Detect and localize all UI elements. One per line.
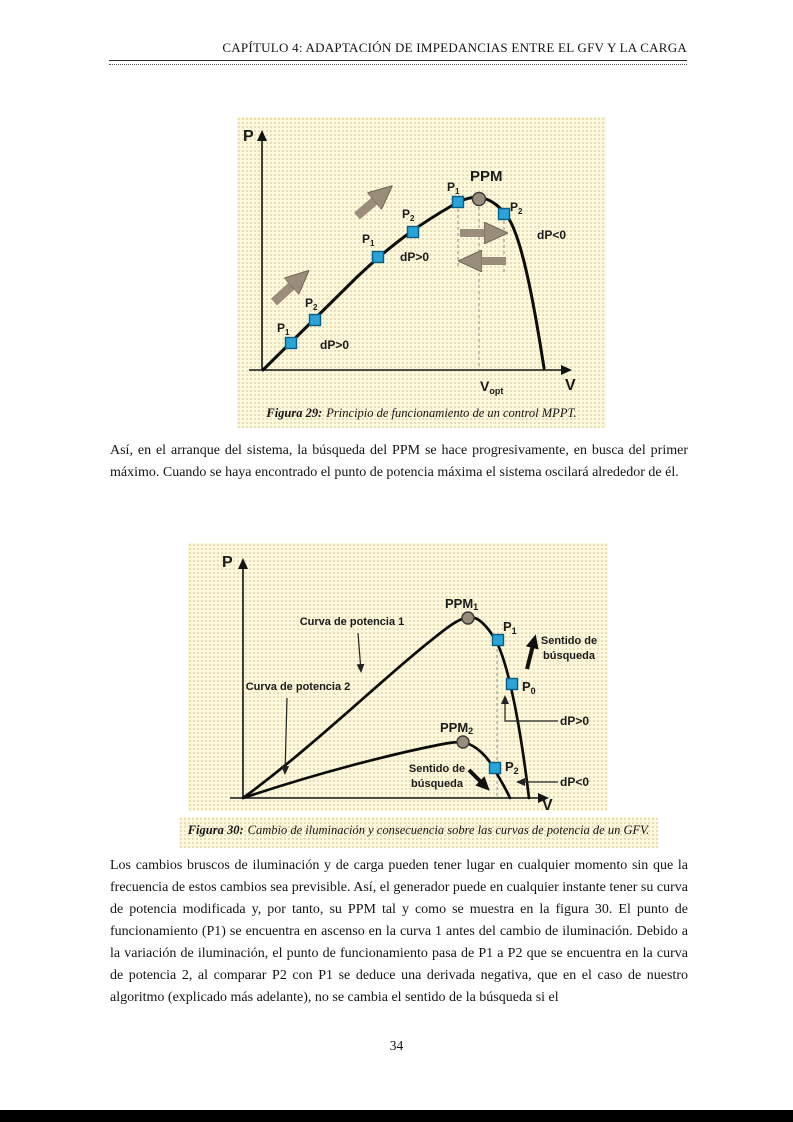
fig29-vopt-label: $V_{opt}$: [480, 378, 504, 396]
fig30-power-curve-1: [243, 617, 529, 798]
figure-29-caption-label: Figura 29:: [266, 406, 323, 420]
fig30-p1-label: $P_1$: [503, 619, 517, 636]
fig30-sentido-right: [541, 635, 597, 662]
fig29-dp-neg-label: dP<0: [537, 228, 567, 242]
fig29-point-label-p2b: $P_2$: [402, 207, 415, 223]
chapter-header: CAPÍTULO 4: ADAPTACIÓN DE IMPEDANCIAS ENTRE EL GFV Y LA CARGA: [222, 40, 687, 55]
fig29-search-arrows: [274, 198, 506, 302]
fig30-ppm1-point: [462, 612, 474, 624]
figure-29-plot: [237, 117, 606, 400]
svg-text:Sentido de: Sentido de: [540, 635, 598, 647]
fig30-dp-neg-label: dP<0: [560, 775, 590, 789]
fig29-dp-pos-label-a: dP>0: [320, 338, 350, 352]
fig30-ppm2-label: PPM2: [440, 720, 474, 736]
fig30-dp-pos-label: dP>0: [560, 714, 590, 728]
fig29-point-label-p1c: $P_1$: [447, 180, 460, 196]
fig29-point-label-p2c: $P_2$: [510, 200, 523, 216]
paragraph-1: Así, en el arranque del sistema, la búsqueda del PPM se hace progresivamente, en busca del primer máximo. Cuando se haya encontrado el punto de potencia máxima el sistema oscilará alrededor de él.: [110, 443, 688, 480]
header-rule-dotted: [109, 64, 687, 65]
fig30-p2-label: $P_2$: [505, 759, 519, 776]
fig30-ppm2-point: [457, 736, 469, 748]
svg-text:búsqueda: búsqueda: [543, 650, 595, 662]
fig30-p-axis-label: P: [222, 554, 233, 571]
fig30-curve2-label: Curva de potencia 2: [245, 681, 351, 693]
fig29-ppm-label: PPM: [470, 168, 503, 185]
fig29-point-label-p1b: $P_1$: [362, 232, 375, 248]
fig29-v-axis-label: V: [565, 377, 576, 394]
figure-30-caption-label: Figura 30:: [187, 823, 244, 837]
page-number: 34: [389, 1038, 404, 1053]
bottom-scan-bar: [0, 1110, 793, 1122]
fig29-power-curve: [263, 197, 544, 370]
paragraph-2: Los cambios bruscos de iluminación y de carga pueden tener lugar en cualquier momento sin que la frecuencia de estos cambios sea previsible. Así, el generador puede en cualquier instante tener su curva de potencia modificada y, por tanto, su PPM tal y como se muestra en la figura 30. El punto de funcionamiento (P1) se encuentra en ascenso en la curva 1 antes del cambio de iluminación. Debido a la variación de iluminación, el punto de funcionamiento pasa de P1 a P2 que se encuentra en la curva de potencia 2, al comparar P2 con P1 se deduce una derivada negativa, que en el caso de nuestro algoritmo (explicado más adelante), no se cambia el sentido de la búsqueda si el: [110, 858, 688, 1005]
fig30-curve1-label: Curva de potencia 1: [299, 616, 405, 628]
figure-30-caption: [179, 817, 658, 848]
fig29-dp-pos-label-b: dP>0: [400, 250, 430, 264]
figure-30: [188, 543, 608, 811]
fig29-p-axis-label: P: [243, 128, 254, 145]
fig29-operating-points: [286, 193, 510, 349]
figure-29-caption-text: Principio de funcionamiento de un control MPPT.: [326, 406, 577, 420]
fig30-label-arrows: [285, 633, 558, 782]
fig29-point-label-p2a: $P_2$: [305, 296, 318, 312]
figure-29-caption: [237, 400, 606, 422]
fig30-sentido-bottom: [409, 763, 465, 790]
figure-29: [237, 117, 606, 428]
figure-30-plot: [188, 543, 608, 811]
fig29-ppm-point: [473, 193, 486, 206]
svg-text:búsqueda: búsqueda: [411, 778, 463, 790]
fig29-point-label-p1a: $P_1$: [277, 321, 290, 337]
figure-30-caption-text: Cambio de iluminación y consecuencia sobre las curvas de potencia de un GFV.: [247, 823, 650, 837]
fig30-ppm1-label: PPM1: [445, 596, 479, 612]
fig30-p0-label: $P_0$: [522, 679, 536, 696]
svg-text:Sentido de: Sentido de: [408, 763, 466, 775]
fig30-operating-points: [457, 612, 518, 774]
header-rule-solid: [109, 60, 687, 61]
fig30-v-axis-label: V: [542, 797, 553, 811]
